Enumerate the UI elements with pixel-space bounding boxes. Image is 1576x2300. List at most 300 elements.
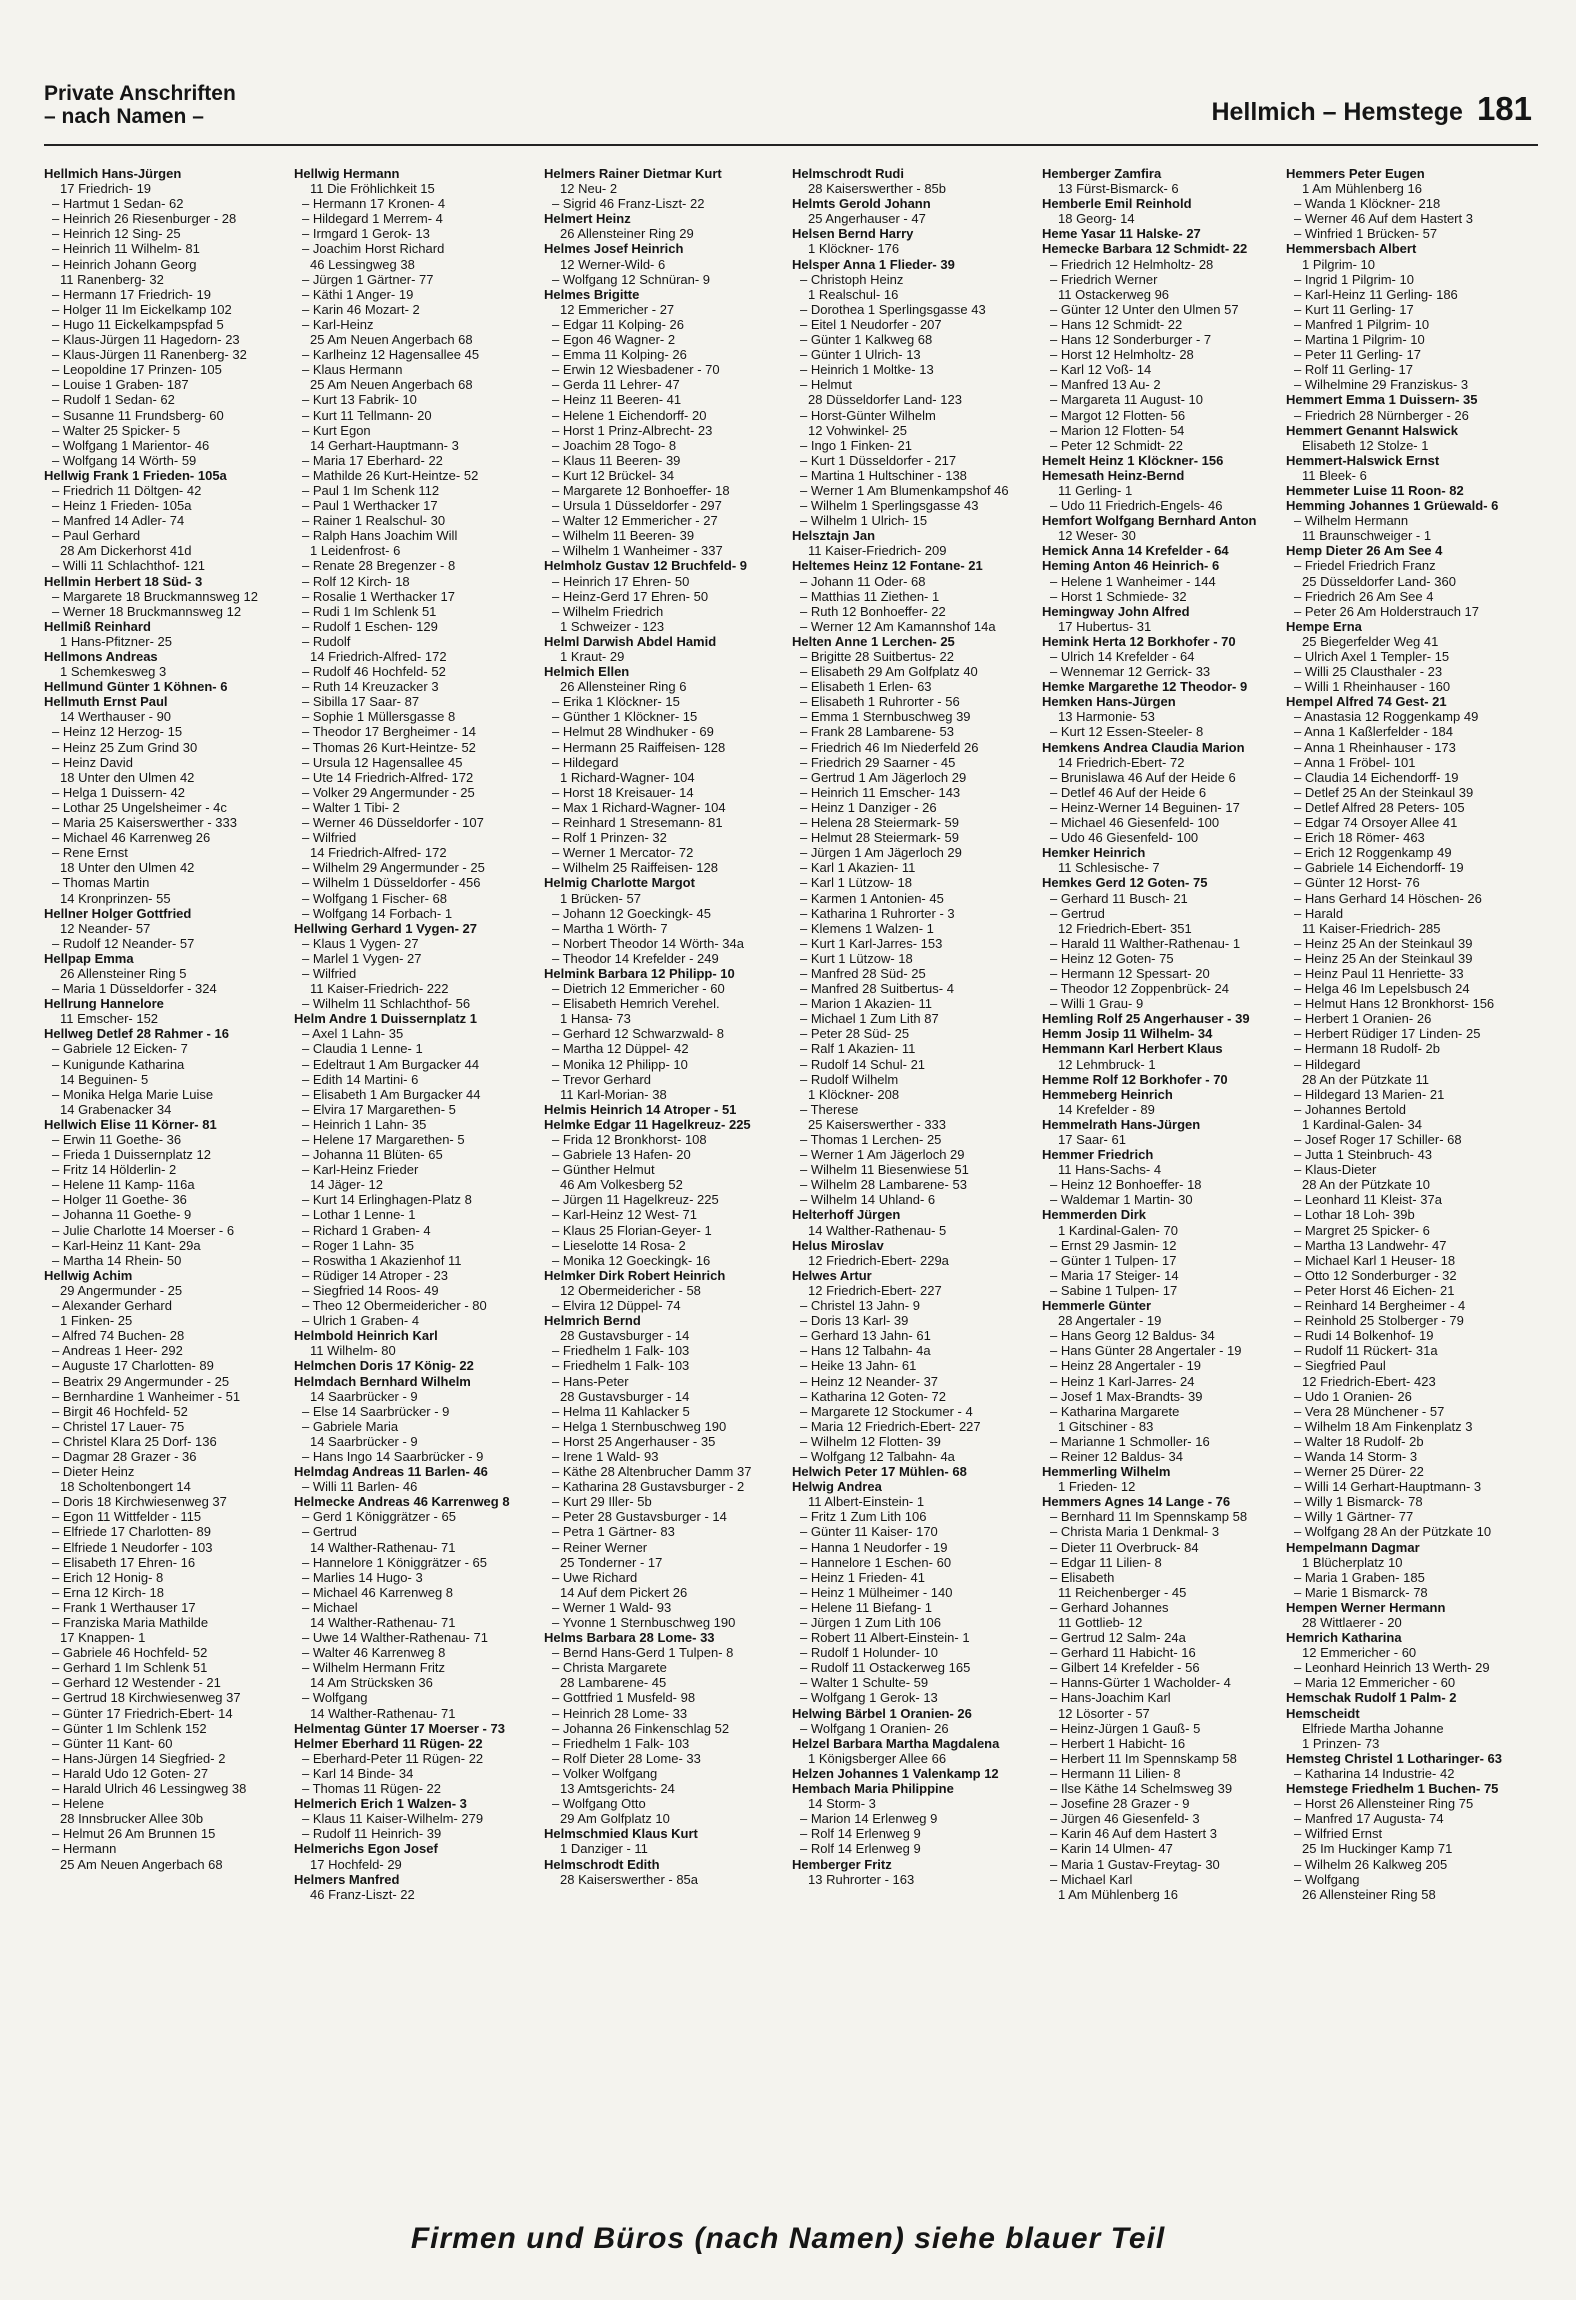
- directory-entry: – Hermann 18 Rudolf- 2b: [1294, 1041, 1440, 1057]
- directory-surname-entry: Hellmich Hans-Jürgen: [44, 166, 182, 181]
- directory-entry-continuation: 1 Hans-Pfitzner- 25: [60, 633, 172, 649]
- directory-entry: – Rudi 1 Im Schlenk 51: [302, 603, 437, 619]
- directory-entry-continuation: 13 Fürst-Bismarck- 6: [1058, 181, 1179, 197]
- directory-entry-continuation: 14 Krefelder - 89: [1058, 1101, 1155, 1117]
- directory-entry: – Gerhard 11 Busch- 21: [1050, 890, 1188, 906]
- directory-entry-continuation: 29 Am Golfplatz 10: [560, 1811, 670, 1827]
- directory-entry: – Michael Karl: [1050, 1871, 1133, 1887]
- directory-entry: – Heinz-Werner 14 Beguinen- 17: [1050, 799, 1240, 815]
- directory-entry: – Michael 46 Karrenweg 26: [52, 830, 211, 846]
- directory-entry-continuation: 14 Friedrich-Alfred- 172: [310, 845, 447, 861]
- directory-entry: – Wolfgang 28 An der Pützkate 10: [1294, 1524, 1492, 1540]
- directory-entry: – Margret 25 Spicker- 6: [1294, 1222, 1430, 1238]
- directory-entry: – Horst 1 Schmiede- 32: [1050, 588, 1187, 604]
- directory-surname-entry: Helwing Bärbel 1 Oranien- 26: [792, 1705, 972, 1721]
- directory-surname-entry: Helmbold Heinrich Karl: [294, 1328, 438, 1344]
- directory-entry: – Heinz-Gerd 17 Ehren- 50: [552, 588, 709, 604]
- directory-entry: – Günther 1 Klöckner- 15: [552, 709, 698, 725]
- directory-entry: – Frieda 1 Duissernplatz 12: [52, 1147, 211, 1163]
- directory-entry: – Reinhard 14 Bergheimer - 4: [1294, 1298, 1466, 1314]
- directory-entry-continuation: 17 Friedrich- 19: [60, 181, 152, 197]
- directory-entry: – Martha 12 Düppel- 42: [552, 1041, 689, 1057]
- directory-entry: – Hanns-Gürter 1 Wacholder- 4: [1050, 1675, 1231, 1691]
- directory-entry: – Elisabeth Hemrich Verehel.: [552, 996, 720, 1012]
- directory-entry: – Hanna 1 Neudorfer - 19: [800, 1539, 948, 1555]
- directory-entry: – Yvonne 1 Sternbuschweg 190: [552, 1615, 736, 1630]
- directory-entry: – Wolfgang: [1294, 1871, 1360, 1887]
- directory-entry: – Maria 12 Friedrich-Ebert- 227: [800, 1418, 981, 1434]
- directory-entry: – Therese: [800, 1101, 859, 1117]
- directory-entry: – Heinz 12 Herzog- 15: [52, 724, 183, 740]
- directory-entry: – Friedrich 29 Saarner - 45: [800, 754, 956, 770]
- directory-entry: – Helga 1 Sternbuschweg 190: [552, 1418, 727, 1434]
- directory-entry: – Wilhelm 11 Beeren- 39: [552, 528, 695, 544]
- directory-entry: – Wolfgang 14 Forbach- 1: [302, 905, 453, 921]
- directory-entry: – Jürgen 46 Giesenfeld- 3: [1050, 1811, 1200, 1827]
- directory-surname-entry: Hemscheidt: [1286, 1705, 1360, 1721]
- directory-entry: – Michael 1 Zum Lith 87: [800, 1011, 939, 1027]
- directory-entry-continuation: 28 Düsseldorfer Land- 123: [808, 392, 962, 408]
- directory-entry-continuation: 12 Lösorter - 57: [1058, 1705, 1150, 1721]
- directory-entry-continuation: 11 Karl-Morian- 38: [560, 1086, 667, 1102]
- directory-surname-entry: Hemmersbach Albert: [1286, 241, 1417, 257]
- directory-entry-continuation: 18 Georg- 14: [1058, 211, 1135, 227]
- directory-entry: – Monika Helga Marie Luise: [52, 1086, 214, 1102]
- directory-entry: – Elisabeth 1 Erlen- 63: [800, 679, 932, 695]
- directory-entry: – Katharina 28 Gustavsburger - 2: [552, 1479, 745, 1495]
- directory-entry: – Theodor 17 Bergheimer - 14: [302, 724, 476, 740]
- directory-entry-continuation: 14 Walther-Rathenau- 5: [808, 1222, 947, 1238]
- directory-entry-continuation: 28 An der Pützkate 10: [1302, 1177, 1430, 1193]
- directory-surname-entry: Hellwig Achim: [44, 1267, 133, 1283]
- directory-surname-entry: Helmschrodt Rudi: [792, 166, 904, 181]
- directory-entry: – Karl-Heinz 11 Gerling- 186: [1294, 286, 1458, 302]
- directory-entry: – Gabriele 13 Hafen- 20: [552, 1147, 691, 1163]
- directory-entry: – Hermann 25 Raiffeisen- 128: [552, 739, 726, 755]
- directory-entry: – Wolfgang: [302, 1690, 368, 1706]
- directory-surname-entry: Hembach Maria Philippine: [792, 1781, 954, 1797]
- directory-entry: – Wilhelmine 29 Franziskus- 3: [1294, 377, 1469, 393]
- directory-entry: – Werner 1 Am Jägerloch 29: [800, 1147, 965, 1163]
- directory-entry-continuation: 26 Allensteiner Ring 29: [560, 226, 694, 242]
- directory-entry: – Fritz 14 Hölderlin- 2: [52, 1162, 177, 1178]
- directory-entry: – Marion 1 Akazien- 11: [800, 996, 932, 1012]
- directory-entry: – Ute 14 Friedrich-Alfred- 172: [302, 769, 474, 785]
- directory-entry: – Ilse Käthe 14 Schelmsweg 39: [1050, 1781, 1233, 1797]
- directory-entry-continuation: 1 Frieden- 12: [1058, 1479, 1136, 1495]
- directory-entry: – Dorothea 1 Sperlingsgasse 43: [800, 301, 986, 317]
- section-title-line2: – nach Namen –: [44, 105, 204, 128]
- header-divider: [44, 144, 1538, 146]
- directory-entry: – Rudolf 1 Sedan- 62: [52, 392, 175, 408]
- directory-entry: – Theodor 12 Zoppenbrück- 24: [1050, 981, 1229, 997]
- directory-entry: – Lothar 18 Loh- 39b: [1294, 1207, 1415, 1223]
- directory-entry: – Maria 17 Eberhard- 22: [302, 452, 443, 468]
- directory-entry: – Hermann 12 Spessart- 20: [1050, 965, 1210, 981]
- directory-surname-entry: Hemkens Andrea Claudia Marion: [1042, 739, 1245, 755]
- directory-entry: – Irmgard 1 Gerok- 13: [302, 226, 430, 242]
- directory-surname-entry: Helwig Andrea: [792, 1479, 882, 1495]
- directory-surname-entry: Hellner Holger Gottfried: [44, 905, 192, 921]
- directory-entry: – Hildegard 13 Marien- 21: [1294, 1086, 1445, 1102]
- directory-entry: – Horst-Günter Wilhelm: [800, 407, 936, 423]
- directory-entry: – Egon 11 Wittfelder - 115: [52, 1509, 202, 1525]
- directory-entry: – Wilhelm Hermann Fritz: [302, 1660, 446, 1676]
- directory-entry: – Peter 12 Schmidt- 22: [1050, 437, 1183, 453]
- directory-entry: – Horst 25 Angerhauser - 35: [552, 1433, 716, 1449]
- directory-entry: – Heinz 12 Bonhoeffer- 18: [1050, 1177, 1202, 1193]
- directory-entry: – Gabriele 46 Hochfeld- 52: [52, 1645, 208, 1661]
- directory-entry: – Sibilla 17 Saar- 87: [302, 694, 420, 710]
- directory-surname-entry: Hellrung Hannelore: [44, 996, 164, 1012]
- directory-entry-continuation: 11 Gottlieb- 12: [1058, 1615, 1143, 1630]
- directory-entry: – Peter 28 Gustavsburger - 14: [552, 1509, 727, 1525]
- directory-surname-entry: Helmke Edgar 11 Hagelkreuz- 225: [544, 1116, 751, 1132]
- directory-entry-continuation: 46 Lessingweg 38: [310, 256, 415, 272]
- directory-entry: – Hermann 17 Kronen- 4: [302, 196, 446, 212]
- directory-entry-continuation: 25 Düsseldorfer Land- 360: [1302, 573, 1456, 589]
- directory-entry: – Theo 12 Obermeidericher - 80: [302, 1298, 487, 1314]
- section-title-line1: Private Anschriften: [44, 82, 236, 105]
- directory-entry-continuation: 1 Königsberger Allee 66: [808, 1750, 947, 1766]
- directory-entry-continuation: 17 Saar- 61: [1058, 1132, 1126, 1147]
- directory-entry: – Hildegard: [552, 754, 619, 770]
- page-range: [1211, 90, 1532, 128]
- directory-entry: – Detlef 46 Auf der Heide 6: [1050, 784, 1207, 800]
- directory-entry: – Johann 12 Goeckingk- 45: [552, 905, 711, 921]
- directory-entry: – Helga 1 Duissern- 42: [52, 784, 185, 800]
- directory-entry: – Margarete 12 Stockumer - 4: [800, 1403, 973, 1419]
- directory-entry: – Katharina Margarete: [1050, 1403, 1180, 1419]
- directory-surname-entry: Helzel Barbara Martha Magdalena: [792, 1735, 1000, 1751]
- directory-entry: – Jürgen 11 Hagelkreuz- 225: [552, 1192, 719, 1208]
- directory-entry: – Günter 1 Im Schlenk 152: [52, 1720, 207, 1736]
- directory-entry: – Wilhelm 12 Flotten- 39: [800, 1433, 941, 1449]
- directory-entry: – Axel 1 Lahn- 35: [302, 1026, 404, 1042]
- directory-entry: – Gottfried 1 Musfeld- 98: [552, 1690, 696, 1706]
- directory-entry: – Karl-Heinz: [302, 316, 374, 332]
- directory-entry: – Kurt 12 Essen-Steeler- 8: [1050, 724, 1204, 740]
- directory-entry-continuation: 18 Scholtenbongert 14: [60, 1479, 191, 1495]
- directory-entry: – Manfred 28 Suitbertus- 4: [800, 981, 954, 997]
- directory-entry: – Josefine 28 Grazer - 9: [1050, 1796, 1190, 1812]
- directory-entry: – Marion 12 Flotten- 54: [1050, 422, 1185, 438]
- directory-entry: – Dieter Heinz: [52, 1464, 135, 1480]
- directory-entry-continuation: 1 Prinzen- 73: [1302, 1735, 1380, 1751]
- directory-entry-continuation: 12 Emmericher - 27: [560, 301, 675, 317]
- directory-entry-continuation: 11 Kaiser-Friedrich- 285: [1302, 920, 1441, 936]
- directory-surname-entry: Hemm Josip 11 Wilhelm- 34: [1042, 1026, 1213, 1042]
- directory-surname-entry: Hemp Dieter 26 Am See 4: [1286, 543, 1443, 559]
- directory-entry: – Ulrich 14 Krefelder - 64: [1050, 649, 1195, 664]
- directory-entry: – Sabine 1 Tulpen- 17: [1050, 1282, 1178, 1298]
- directory-entry-continuation: 14 Am Strücksken 36: [310, 1675, 433, 1691]
- directory-surname-entry: Helus Miroslav: [792, 1237, 884, 1253]
- directory-entry: – Günter 11 Kaiser- 170: [800, 1524, 938, 1540]
- directory-entry: – Willy 1 Bismarck- 78: [1294, 1494, 1423, 1510]
- directory-entry: – Kurt 1 Karl-Jarres- 153: [800, 935, 943, 951]
- directory-entry-continuation: 14 Walther-Rathenau- 71: [310, 1705, 456, 1721]
- directory-entry: – Margarete 18 Bruckmannsweg 12: [52, 588, 258, 604]
- directory-entry: – Irene 1 Wald- 93: [552, 1448, 659, 1464]
- directory-entry-continuation: 14 Saarbrücker - 9: [310, 1388, 418, 1404]
- directory-surname-entry: Hemschak Rudolf 1 Palm- 2: [1286, 1690, 1457, 1706]
- directory-entry: – Josef 1 Max-Brandts- 39: [1050, 1388, 1203, 1404]
- directory-entry-continuation: 11 Kaiser-Friedrich- 222: [310, 981, 449, 997]
- directory-entry: – Margareta 11 August- 10: [1050, 392, 1203, 408]
- directory-entry: – Kurt Egon: [302, 422, 371, 438]
- directory-entry: – Ingrid 1 Pilgrim- 10: [1294, 271, 1414, 287]
- directory-entry: – Otto 12 Sonderburger - 32: [1294, 1267, 1457, 1283]
- directory-entry: – Harald Ulrich 46 Lessingweg 38: [52, 1781, 247, 1797]
- directory-entry: – Maria 17 Steiger- 14: [1050, 1267, 1179, 1283]
- directory-entry: – Kurt 11 Tellmann- 20: [302, 407, 432, 423]
- directory-entry: – Hans-Joachim Karl: [1050, 1690, 1171, 1706]
- directory-entry: – Ursula 12 Hagensallee 45: [302, 754, 463, 770]
- directory-entry: – Hermann 17 Friedrich- 19: [52, 286, 211, 302]
- directory-entry: – Kurt 14 Erlinghagen-Platz 8: [302, 1192, 472, 1208]
- directory-entry-continuation: 1 Am Mühlenberg 16: [1058, 1886, 1178, 1902]
- directory-entry: – Lothar 1 Lenne- 1: [302, 1207, 416, 1223]
- directory-entry: – Marianne 1 Schmoller- 16: [1050, 1433, 1210, 1449]
- directory-entry: – Helmut 26 Am Brunnen 15: [52, 1826, 216, 1842]
- directory-entry-continuation: 28 Gustavsburger - 14: [560, 1388, 690, 1404]
- directory-surname-entry: Helmentag Günter 17 Moerser - 73: [294, 1720, 505, 1736]
- directory-surname-entry: Helten Anne 1 Lerchen- 25: [792, 633, 955, 649]
- directory-entry: – Klaus-Dieter: [1294, 1162, 1377, 1178]
- directory-entry: – Willi 11 Schlachthof- 121: [52, 558, 205, 574]
- directory-entry: – Hermann: [52, 1841, 117, 1857]
- directory-entry-continuation: 1 Pilgrim- 10: [1302, 256, 1375, 272]
- directory-entry: – Michael 46 Karrenweg 8: [302, 1584, 454, 1600]
- directory-entry: – Kurt 1 Düsseldorfer - 217: [800, 452, 957, 468]
- directory-entry: – Thomas 26 Kurt-Heintze- 52: [302, 739, 476, 755]
- directory-entry: – Alexander Gerhard: [52, 1298, 172, 1314]
- directory-entry: – Martina 1 Pilgrim- 10: [1294, 332, 1425, 348]
- directory-surname-entry: Helsen Bernd Harry: [792, 226, 914, 242]
- directory-entry: – Günter 11 Kant- 60: [52, 1735, 173, 1751]
- directory-surname-entry: Hemling Rolf 25 Angerhauser - 39: [1042, 1011, 1250, 1027]
- directory-surname-entry: Helms Barbara 28 Lome- 33: [544, 1630, 715, 1646]
- footer-note: Firmen und Büros (nach Namen) siehe blauer Teil: [410, 2222, 1166, 2255]
- directory-entry: – Detlef Alfred 28 Peters- 105: [1294, 799, 1465, 815]
- directory-entry: – Dietrich 12 Emmericher - 60: [552, 981, 725, 997]
- directory-entry: – Hans-Jürgen 14 Siegfried- 2: [52, 1750, 226, 1766]
- directory-entry: – Erwin 11 Goethe- 36: [52, 1132, 182, 1147]
- directory-surname-entry: Helmerich Erich 1 Walzen- 3: [294, 1796, 467, 1812]
- directory-entry: – Udo 1 Oranien- 26: [1294, 1388, 1412, 1404]
- directory-entry-continuation: 11 Kaiser-Friedrich- 209: [808, 543, 947, 559]
- directory-entry: – Auguste 17 Charlotten- 89: [52, 1358, 214, 1374]
- directory-entry-continuation: 11 Wilhelm- 80: [310, 1343, 396, 1359]
- directory-entry: – Heinz 12 Goten- 75: [1050, 950, 1174, 966]
- directory-entry-continuation: 29 Angermunder - 25: [60, 1282, 183, 1298]
- directory-entry: – Wilfried: [302, 830, 357, 846]
- directory-entry: – Ralf 1 Akazien- 11: [800, 1041, 916, 1057]
- directory-entry: – Rene Ernst: [52, 845, 128, 861]
- directory-entry-continuation: 14 Friedrich-Ebert- 72: [1058, 754, 1185, 770]
- directory-surname-entry: Hemmert-Halswick Ernst: [1286, 452, 1440, 468]
- directory-surname-entry: Heming Anton 46 Heinrich- 6: [1042, 558, 1220, 574]
- directory-entry: – Helene 11 Biefang- 1: [800, 1599, 933, 1615]
- directory-entry: – Friedhelm 1 Falk- 103: [552, 1735, 690, 1751]
- directory-surname-entry: Helmts Gerold Johann: [792, 196, 931, 212]
- directory-entry: – Klaus 25 Florian-Geyer- 1: [552, 1222, 712, 1238]
- directory-entry: – Walter 18 Rudolf- 2b: [1294, 1433, 1424, 1449]
- directory-entry: – Johanna 11 Goethe- 9: [52, 1207, 192, 1223]
- directory-entry: – Karin 14 Ulmen- 47: [1050, 1841, 1173, 1857]
- directory-entry: – Friedel Friedrich Franz: [1294, 558, 1436, 574]
- directory-entry: – Rudolf 11 Heinrich- 39: [302, 1826, 442, 1842]
- directory-entry: – Edgar 11 Kolping- 26: [552, 316, 685, 332]
- directory-surname-entry: Hellwing Gerhard 1 Vygen- 27: [294, 920, 478, 936]
- directory-entry-continuation: 12 Weser- 30: [1058, 528, 1136, 544]
- directory-entry: – Brunislawa 46 Auf der Heide 6: [1050, 769, 1236, 785]
- directory-surname-entry: Hemken Hans-Jürgen: [1042, 694, 1176, 710]
- directory-entry: – Elisabeth 1 Ruhrorter - 56: [800, 694, 960, 710]
- directory-entry: – Erich 18 Römer- 463: [1294, 830, 1425, 846]
- directory-entry: – Rudolf 1 Holunder- 10: [800, 1645, 939, 1661]
- directory-entry-continuation: 13 Harmonie- 53: [1058, 709, 1155, 725]
- directory-surname-entry: Hemmer Friedrich: [1042, 1147, 1154, 1163]
- directory-entry: – Michael 46 Giesenfeld- 100: [1050, 815, 1220, 831]
- directory-entry: – Wanda 14 Storm- 3: [1294, 1448, 1418, 1464]
- directory-entry: – Helmut 28 Windhuker - 69: [552, 724, 714, 740]
- directory-surname-entry: Hemesath Heinz-Bernd: [1042, 467, 1185, 483]
- directory-entry: – Willi 1 Grau- 9: [1050, 996, 1144, 1012]
- directory-entry: – Günter 1 Ulrich- 13: [800, 347, 921, 363]
- directory-entry: – Wilhelm 1 Ulrich- 15: [800, 513, 928, 529]
- directory-entry: – Edeltraut 1 Am Burgacker 44: [302, 1056, 480, 1072]
- directory-entry-continuation: 14 Walther-Rathenau- 71: [310, 1615, 456, 1630]
- directory-entry: – Franziska Maria Mathilde: [52, 1615, 209, 1630]
- directory-entry: – Doris 18 Kirchwiesenweg 37: [52, 1494, 227, 1510]
- directory-entry: – Gertrud 12 Salm- 24a: [1050, 1630, 1186, 1646]
- directory-entry: – Klemens 1 Walzen- 1: [800, 920, 934, 936]
- directory-entry: – Paul 1 Werthacker 17: [302, 498, 438, 514]
- directory-entry: – Heinz 1 Frieden- 41: [800, 1569, 926, 1585]
- directory-entry-continuation: 1 Am Mühlenberg 16: [1302, 181, 1422, 197]
- directory-entry: – Hugo 11 Eickelkampspfad 5: [52, 316, 224, 332]
- directory-entry: – Rolf Dieter 28 Lome- 33: [552, 1750, 701, 1766]
- directory-entry-continuation: 28 Am Dickerhorst 41d: [60, 543, 192, 559]
- directory-entry: – Gabriele 14 Eichendorff- 19: [1294, 860, 1464, 876]
- directory-entry: – Wilhelm 29 Angermunder - 25: [302, 860, 485, 876]
- directory-entry: – Erwin 12 Wiesbadener - 70: [552, 362, 720, 378]
- directory-surname-entry: Helm Andre 1 Duissernplatz 1: [294, 1011, 478, 1027]
- directory-surname-entry: Helmerichs Egon Josef: [294, 1841, 438, 1857]
- directory-surname-entry: Helmich Ellen: [544, 664, 630, 680]
- directory-entry: – Gerhard 12 Schwarzwald- 8: [552, 1026, 724, 1042]
- directory-entry-continuation: 14 Auf dem Pickert 26: [560, 1584, 688, 1600]
- directory-surname-entry: Hellpap Emma: [44, 950, 134, 966]
- directory-entry-continuation: 11 Ranenberg- 32: [60, 271, 164, 287]
- directory-entry-continuation: 1 Kardinal-Galen- 70: [1058, 1222, 1178, 1238]
- directory-entry: – Roger 1 Lahn- 35: [302, 1237, 415, 1253]
- directory-entry: – Erika 1 Klöckner- 15: [552, 694, 680, 710]
- directory-entry: – Heinrich Johann Georg: [52, 256, 197, 272]
- directory-entry: – Monika 12 Philipp- 10: [552, 1056, 688, 1072]
- directory-entry: – Günter 12 Horst- 76: [1294, 875, 1420, 891]
- directory-entry: – Helmut Hans 12 Bronkhorst- 156: [1294, 996, 1495, 1012]
- directory-entry: – Jürgen 1 Am Jägerloch 29: [800, 845, 962, 861]
- directory-entry-continuation: 14 Kronprinzen- 55: [60, 890, 171, 906]
- directory-entry: – Josef Roger 17 Schiller- 68: [1294, 1132, 1462, 1147]
- directory-entry-continuation: 14 Gerhart-Hauptmann- 3: [310, 437, 459, 453]
- directory-entry: – Holger 11 Im Eickelkamp 102: [52, 301, 232, 317]
- directory-entry: – Elisabeth 17 Ehren- 16: [52, 1554, 196, 1570]
- directory-entry-continuation: 28 Lambarene- 45: [560, 1675, 667, 1691]
- directory-entry: – Thomas 1 Lerchen- 25: [800, 1132, 942, 1147]
- directory-entry: – Günter 1 Tulpen- 17: [1050, 1252, 1177, 1268]
- directory-entry: – Waldemar 1 Martin- 30: [1050, 1192, 1193, 1208]
- directory-entry: – Katharina 12 Goten- 72: [800, 1388, 946, 1404]
- directory-surname-entry: Helmis Heinrich 14 Atroper - 51: [544, 1101, 737, 1117]
- directory-surname-entry: Helzen Johannes 1 Valenkamp 12: [792, 1765, 999, 1781]
- directory-entry-continuation: Elfriede Martha Johanne: [1302, 1720, 1444, 1736]
- directory-entry: – Udo 11 Friedrich-Engels- 46: [1050, 498, 1223, 514]
- directory-entry: – Wilfried Ernst: [1294, 1826, 1383, 1842]
- directory-entry: – Helmut: [800, 377, 853, 393]
- directory-entry-continuation: Elisabeth 12 Stolze- 1: [1302, 437, 1429, 453]
- directory-entry-continuation: 14 Werthauser - 90: [60, 709, 172, 725]
- directory-entry: – Karl 14 Binde- 34: [302, 1765, 414, 1781]
- directory-surname-entry: Hemecke Barbara 12 Schmidt- 22: [1042, 241, 1248, 257]
- directory-surname-entry: Helterhoff Jürgen: [792, 1207, 901, 1223]
- directory-surname-entry: Hemberger Zamfira: [1042, 166, 1162, 181]
- directory-entry: – Horst 26 Allensteiner Ring 75: [1294, 1796, 1474, 1812]
- directory-surname-entry: Helmig Charlotte Margot: [544, 875, 695, 891]
- directory-entry: – Helene 11 Kamp- 116a: [52, 1177, 195, 1193]
- directory-entry: – Hans 12 Schmidt- 22: [1050, 316, 1183, 332]
- directory-entry: – Helmut 28 Steiermark- 59: [800, 830, 959, 846]
- directory-entry: – Werner 1 Mercator- 72: [552, 845, 694, 861]
- directory-entry: – Kunigunde Katharina: [52, 1056, 185, 1072]
- directory-entry-continuation: 12 Neu- 2: [560, 181, 618, 197]
- directory-surname-entry: Hemmerling Wilhelm: [1042, 1464, 1171, 1480]
- directory-entry: – Susanne 11 Frundsberg- 60: [52, 407, 224, 423]
- directory-surname-entry: Helmdag Andreas 11 Barlen- 46: [294, 1464, 488, 1480]
- directory-entry: – Hans Georg 12 Baldus- 34: [1050, 1328, 1215, 1344]
- directory-entry: – Helene 1 Eichendorff- 20: [552, 407, 707, 423]
- directory-surname-entry: Hemkes Gerd 12 Goten- 75: [1042, 875, 1208, 891]
- directory-entry: – Christel 13 Jahn- 9: [800, 1298, 920, 1314]
- directory-entry: – Johanna 26 Finkenschlag 52: [552, 1720, 730, 1736]
- directory-entry-continuation: 46 Am Volkesberg 52: [560, 1177, 683, 1193]
- directory-entry: – Wilhelm Friedrich: [552, 603, 664, 619]
- directory-surname-entry: Helmert Heinz: [544, 211, 631, 227]
- directory-surname-entry: Hemming Johannes 1 Grüewald- 6: [1286, 498, 1499, 514]
- directory-entry-continuation: 11 Ostackerweg 96: [1058, 286, 1170, 302]
- directory-entry: – Hans Gerhard 14 Höschen- 26: [1294, 890, 1482, 906]
- directory-entry-continuation: 25 Angerhauser - 47: [808, 211, 926, 227]
- directory-entry: – Detlef 25 An der Steinkaul 39: [1294, 784, 1474, 800]
- directory-entry: – Max 1 Richard-Wagner- 104: [552, 799, 726, 815]
- directory-entry: – Julie Charlotte 14 Moerser - 6: [52, 1222, 235, 1238]
- directory-entry: – Rudolf: [302, 633, 351, 649]
- directory-entry-continuation: 17 Hubertus- 31: [1058, 618, 1152, 634]
- directory-entry: – Hans Ingo 14 Saarbrücker - 9: [302, 1448, 484, 1464]
- directory-entry-continuation: 46 Franz-Liszt- 22: [310, 1886, 415, 1902]
- directory-entry: – Ursula 1 Düsseldorfer - 297: [552, 498, 722, 514]
- directory-entry: – Heinz 12 Neander- 37: [800, 1373, 939, 1389]
- directory-entry-continuation: 11 Braunschweiger - 1: [1302, 528, 1432, 544]
- directory-entry-continuation: 28 Wittlaerer - 20: [1302, 1615, 1402, 1630]
- directory-entry: – Hans Günter 28 Angertaler - 19: [1050, 1343, 1242, 1359]
- directory-entry-continuation: 1 Hansa- 73: [560, 1011, 631, 1027]
- directory-entry: – Johanna 11 Blüten- 65: [302, 1147, 443, 1163]
- directory-entry-continuation: 12 Werner-Wild- 6: [560, 256, 666, 272]
